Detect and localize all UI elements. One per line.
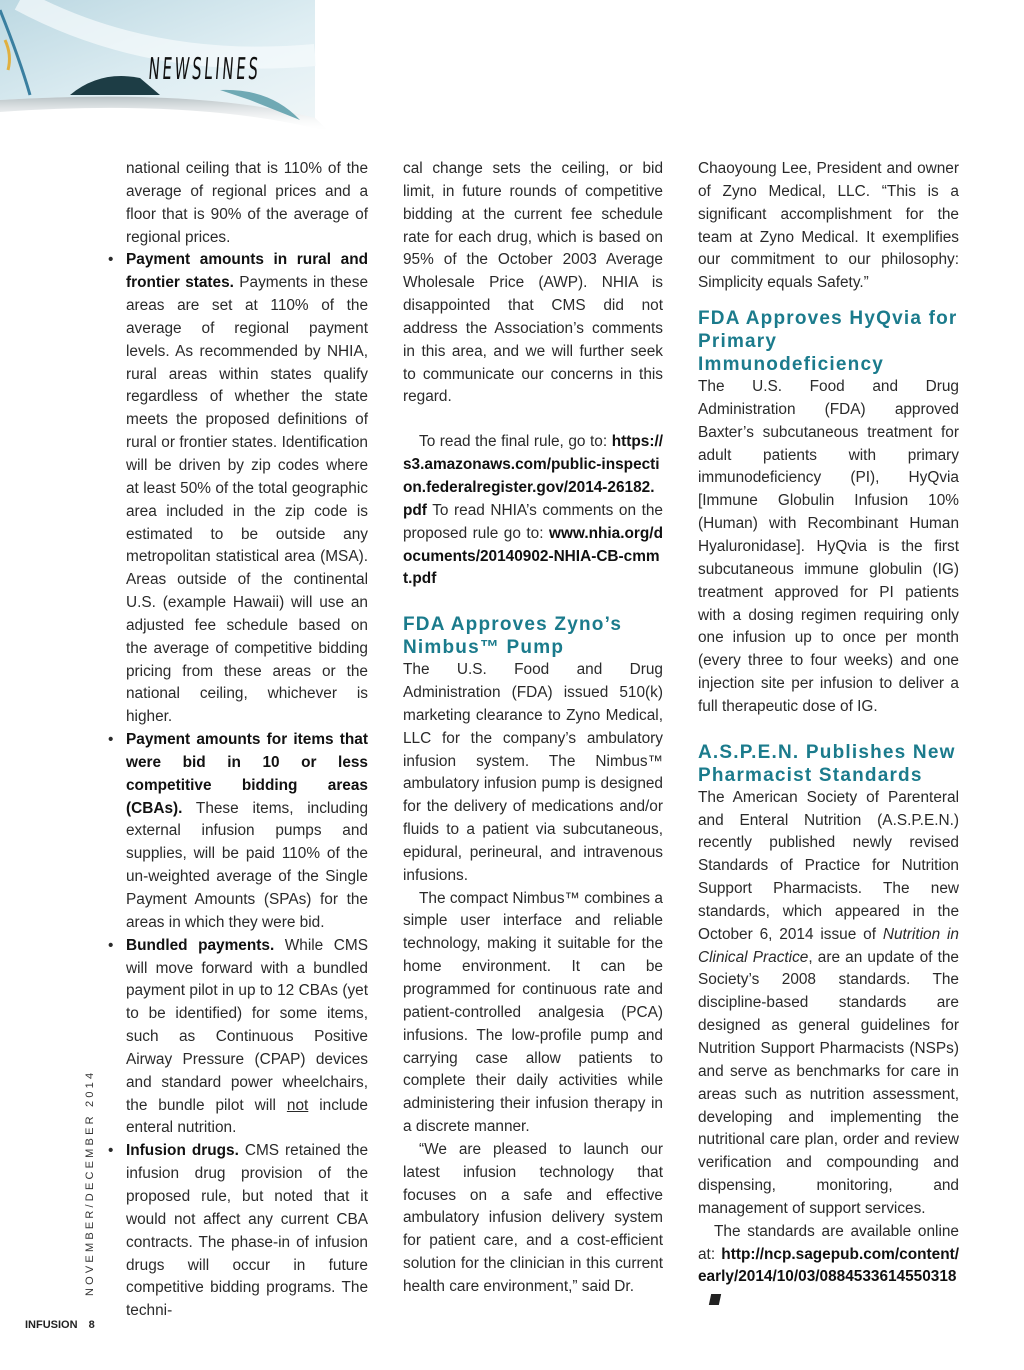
page-number: 8: [88, 1319, 95, 1331]
article-column-3: [698, 158, 959, 1312]
paragraph: [698, 158, 959, 295]
text-segment: The standards are available online at:: [698, 1222, 959, 1263]
paragraph: [403, 431, 663, 591]
end-of-article-icon: [709, 1294, 721, 1305]
text-segment: The American Society of Parenteral and Enteral Nutrition (A.S.P.E.N.) recently published newly revised Standards of Practice for Nutrition Support Pharmacists. The new standards, which appeared in the October 6, 2014 issue of: [698, 788, 959, 943]
text-segment: The U.S. Food and Drug Administration (FDA) issued 510(k) marketing clearance to Zyno Medical, LLC for the company’s ambulatory infusion system. The Nimbus™ ambulatory infusion pump is designed for the delivery of medications and/or fluids to a patient via subcutaneous, epidural, perineural, and intravenous infusions.: [403, 661, 663, 884]
paragraph: [698, 1221, 959, 1312]
newslines-banner: [0, 0, 330, 140]
article-column-1: [126, 158, 368, 1323]
url-link[interactable]: www.nhia.org/documents/20140902-NHIA-CB-cmmt.pdf: [403, 524, 663, 588]
url-link[interactable]: http://ncp.sagepub.com/content/early/2014/10/03/0884533614550318: [698, 1245, 959, 1286]
paragraph: [698, 376, 959, 719]
paragraph: [403, 1139, 663, 1299]
text-segment: cal change sets the ceiling, or bid limit, in future rounds of competitive bidding at the current fee schedule rate for each drug, which is based on 95% of the October 2003 Average Wholesale Price (AWP). NHIA is disappointed that CMS did not address the Association’s comments in this area, and we will further seek to communicate our concerns in this regard.: [403, 160, 663, 406]
text-segment: Infusion drugs.: [126, 1142, 239, 1160]
bullet-item: [126, 249, 368, 729]
paragraph: [126, 158, 368, 249]
article-column-2: [403, 158, 663, 1299]
url-link[interactable]: https://s3.amazonaws.com/public-inspection.federalregister.gov/2014-26182.pdf: [403, 433, 663, 519]
text-segment: Payment amounts in rural and frontier states.: [126, 251, 368, 292]
text-segment: Payment amounts for items that were bid in 10 or less competitive bidding areas (CBAs).: [126, 731, 368, 817]
text-segment: not: [286, 1096, 309, 1114]
article-heading: [698, 307, 959, 376]
text-segment: FDA Approves HyQvia for Primary Immunodeficiency: [698, 308, 958, 376]
text-segment: FDA Approves Zyno’s Nimbus™ Pump: [403, 614, 623, 659]
bullet-list: [126, 249, 368, 1323]
text-segment: To read NHIA’s comments on the proposed rule go to:: [403, 501, 663, 542]
text-segment: include enteral nutrition.: [126, 1096, 368, 1137]
text-segment: To read the final rule, go to:: [419, 433, 612, 451]
article-heading: [403, 613, 663, 659]
text-segment: The U.S. Food and Drug Administration (FDA) approved Baxter’s subcutaneous treatment for adult patients with primary immunodeficiency (PI), HyQvia [Immune Globulin Infusion 10% (Human) with Recombinant Human Hyaluronidase]. HyQvia is the first subcutaneous immune globulin (IG) treatment approved for PI patients with a dosing regimen requiring only one infusion up to once per month (every three to four weeks) and one injection site per infusion to deliver a full therapeutic dose of IG.: [698, 378, 959, 715]
bullet-item: [126, 935, 368, 1141]
text-segment: Bundled payments.: [126, 936, 275, 954]
text-segment: CMS retained the infusion drug provision of the proposed rule, but noted that it would not affect any current CBA contracts. The phase-in of infusion drugs will occur in future competitive bidding programs. The techni-: [126, 1142, 368, 1320]
text-segment: A.S.P.E.N. Publishes New Pharmacist Standards: [698, 741, 956, 786]
paragraph: [403, 158, 663, 409]
text-segment: Payments in these areas are set at 110% of the average of regional payment levels. As recommended by NHIA, rural areas within states qualify regardless of whether the state meets the proposed definitions of rural or frontier states. Identification will be driven by zip codes where at least 50% of the total geographic area included in the zip code is estimated to be outside any metropolitan statistical area (MSA). Areas outside of the continental U.S. (example Hawaii) will use an adjusted fee schedule based on the average of competitive bidding pricing from these areas or the national ceiling, whichever is higher.: [126, 274, 368, 726]
paragraph: [698, 787, 959, 1221]
text-segment: Nutrition in Clinical Practice: [698, 925, 959, 966]
text-segment: While CMS will move forward with a bundled payment pilot in up to 12 CBAs (yet to be identified) for some items, such as Continuous Positive Airway Pressure (CPAP) devices and standard power wheelchairs, the bundle pilot will: [126, 936, 368, 1114]
text-segment: national ceiling that is 110% of the average of regional prices and a floor that is 90% of the average of regional prices.: [126, 160, 368, 246]
text-segment: The compact Nimbus™ combines a simple user interface and reliable technology, making it suitable for the home environment. It can be programmed for continuous rate and patient-controlled analgesia (PCA) infusions. The low-profile pump and carrying case allow patients to complete their daily activities while administering their infusion therapy in a discrete manner.: [403, 889, 663, 1136]
paragraph: [403, 659, 663, 887]
text-segment: “We are pleased to launch our latest infusion technology that focuses on a safe and effective ambulatory infusion delivery system for patient care, and a cost-efficient solution for the clinician in this current health care environment,” said Dr.: [403, 1140, 663, 1295]
section-title: NEWSLINES: [147, 52, 262, 87]
page-footer: [25, 1319, 95, 1331]
bullet-item: [126, 729, 368, 935]
text-segment: Chaoyoung Lee, President and owner of Zyno Medical, LLC. “This is a significant accomplishment for the team at Zyno Medical. It exemplifies our commitment to our philosophy: Simplicity equals Safety.”: [698, 160, 959, 292]
article-heading: [698, 741, 959, 787]
text-segment: , are an update of the Society’s 2008 standards. The discipline-based standards are designed as general guidelines for Nutrition Support Pharmacists (NSPs) and serve as benchmarks for care in areas such as nutrition assessment, developing and implementing the nutritional care plan, order and review verification and compounding and dispensing, monitoring, and management of support services.: [698, 948, 959, 1217]
text-segment: These items, including external infusion pumps and supplies, will be paid 110% of the un-weighted average of the Single Payment Amounts (SPAs) for the areas in which they were bid.: [126, 799, 368, 931]
magazine-name: INFUSION: [25, 1319, 78, 1331]
bullet-item: [126, 1140, 368, 1323]
paragraph: [403, 888, 663, 1139]
issue-date: NOVEMBER/DECEMBER 2014: [84, 1069, 96, 1296]
